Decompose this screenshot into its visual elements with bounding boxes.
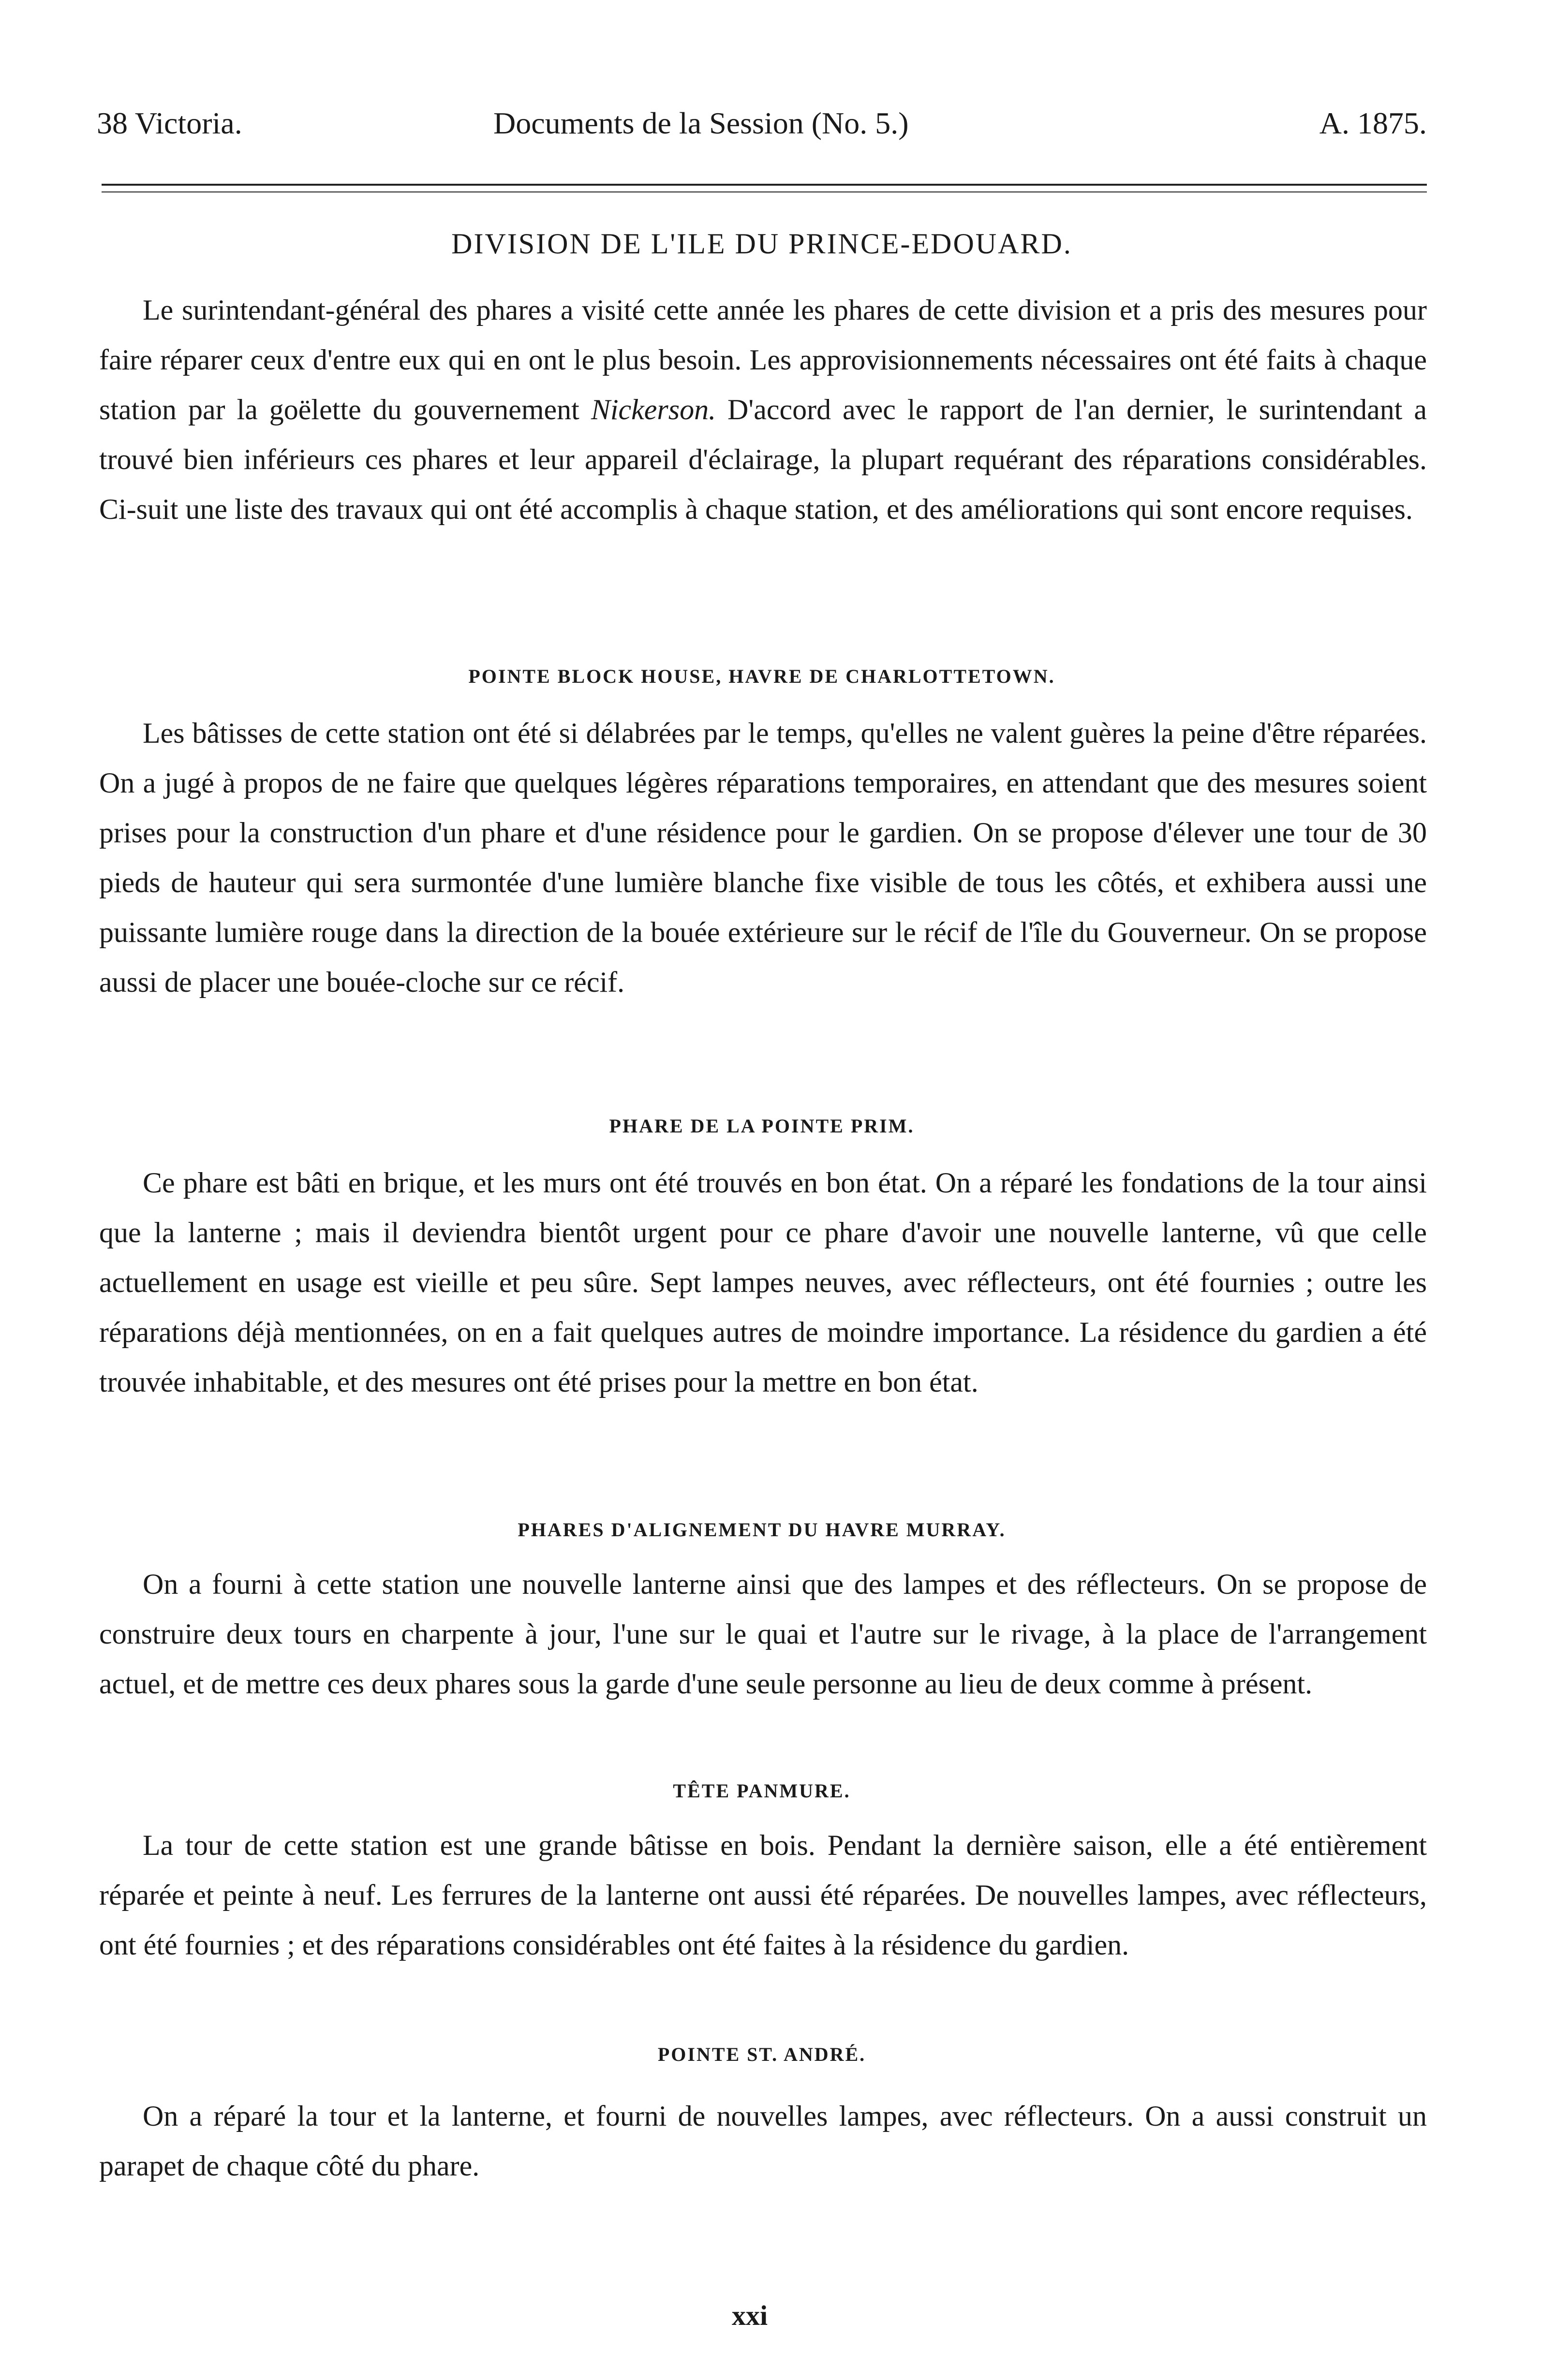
section-heading-block-house: POINTE BLOCK HOUSE, HAVRE DE CHARLOTTETOWN. <box>468 665 1055 687</box>
intro-paragraph <box>99 285 1427 534</box>
section-text-block-house: Les bâtisses de cette station ont été si délabrées par le temps, qu'elles ne valent guères la peine d'être réparées. On a jugé à propos de ne faire que quelques légères réparations temporaires, en attendant que des mesures soient prises pour la construction d'un phare et d'une résidence pour le gardien. On se propose d'élever une tour de 30 pieds de hauteur qui sera surmontée d'une lumière blanche fixe visible de tous les côtés, et exhibera aussi une puissante lumière rouge dans la direction de la bouée extérieure sur le récif de l'île du Gouverneur. On se propose aussi de placer une bouée-cloche sur ce récif. <box>99 717 1427 998</box>
section-heading-pointe-prim: PHARE DE LA POINTE PRIM. <box>609 1115 915 1137</box>
section-text-pointe-prim: Ce phare est bâti en brique, et les murs ont été trouvés en bon état. On a réparé les fondations de la tour ainsi que la lanterne ; mais il deviendra bientôt urgent pour ce phare d'avoir une nouvelle lanterne, vû que celle actuellement en usage est vieille et peu sûre. Sept lampes neuves, avec réflecteurs, ont été fournies ; outre les réparations déjà mentionnées, on en a fait quelques autres de moindre importance. La résidence du gardien a été trouvée inhabitable, et des mesures ont été prises pour la mettre en bon état. <box>99 1167 1427 1398</box>
intro-text-2: D'accord avec le rapport de l'an dernier, le surintendant a trouvé bien inférieurs ces phares et leur appareil d'éclairage, la plupart requérant des réparations considérables. Ci-suit une liste des travaux qui ont été accomplis à chaque station, et des améliorations qui sont encore requises. <box>99 394 1427 525</box>
section-heading-havre-murray: PHARES D'ALIGNEMENT DU HAVRE MURRAY. <box>518 1519 1006 1541</box>
section-text-havre-murray: On a fourni à cette station une nouvelle lanterne ainsi que des lampes et des réflecteurs. On se propose de construire deux tours en charpente à jour, l'une sur le quai et l'autre sur le rivage, à la place de l'arrangement actuel, et de mettre ces deux phares sous la garde d'une seule personne au lieu de deux comme à présent. <box>99 1568 1427 1700</box>
intro-text-1: Le surintendant-général des phares a visité cette année les phares de cette division et a pris des mesures pour faire réparer ceux d'entre eux qui en ont le plus besoin. Les approvisionnements nécessaires ont été faits à chaque station par la goëlette du gouvernement <box>99 294 1427 426</box>
running-header <box>97 97 1427 150</box>
header-year: A. 1875. <box>1319 106 1427 140</box>
header-volume: 38 Victoria. <box>97 106 242 140</box>
header-rule-thin <box>102 191 1427 192</box>
section-text-pointe-st-andre: On a réparé la tour et la lanterne, et fourni de nouvelles lampes, avec réflecteurs. On a aussi construit un parapet de chaque côté du phare. <box>99 2100 1427 2182</box>
section-heading-pointe-st-andre: POINTE ST. ANDRÉ. <box>657 2043 866 2065</box>
section-text-tete-panmure: La tour de cette station est une grande bâtisse en bois. Pendant la dernière saison, elle a été entièrement réparée et peinte à neuf. Les ferrures de la lanterne ont aussi été réparées. De nouvelles lampes, avec réflecteurs, ont été fournies ; et des réparations considérables ont été faites à la résidence du gardien. <box>99 1829 1427 1961</box>
header-document-title: Documents de la Session (No. 5.) <box>493 106 909 140</box>
header-rule <box>102 184 1427 186</box>
page-number: xxi <box>731 2300 768 2331</box>
vessel-name: Nickerson. <box>591 394 716 426</box>
section-heading-tete-panmure: TÊTE PANMURE. <box>673 1780 851 1802</box>
division-title: DIVISION DE L'ILE DU PRINCE-EDOUARD. <box>451 228 1072 260</box>
